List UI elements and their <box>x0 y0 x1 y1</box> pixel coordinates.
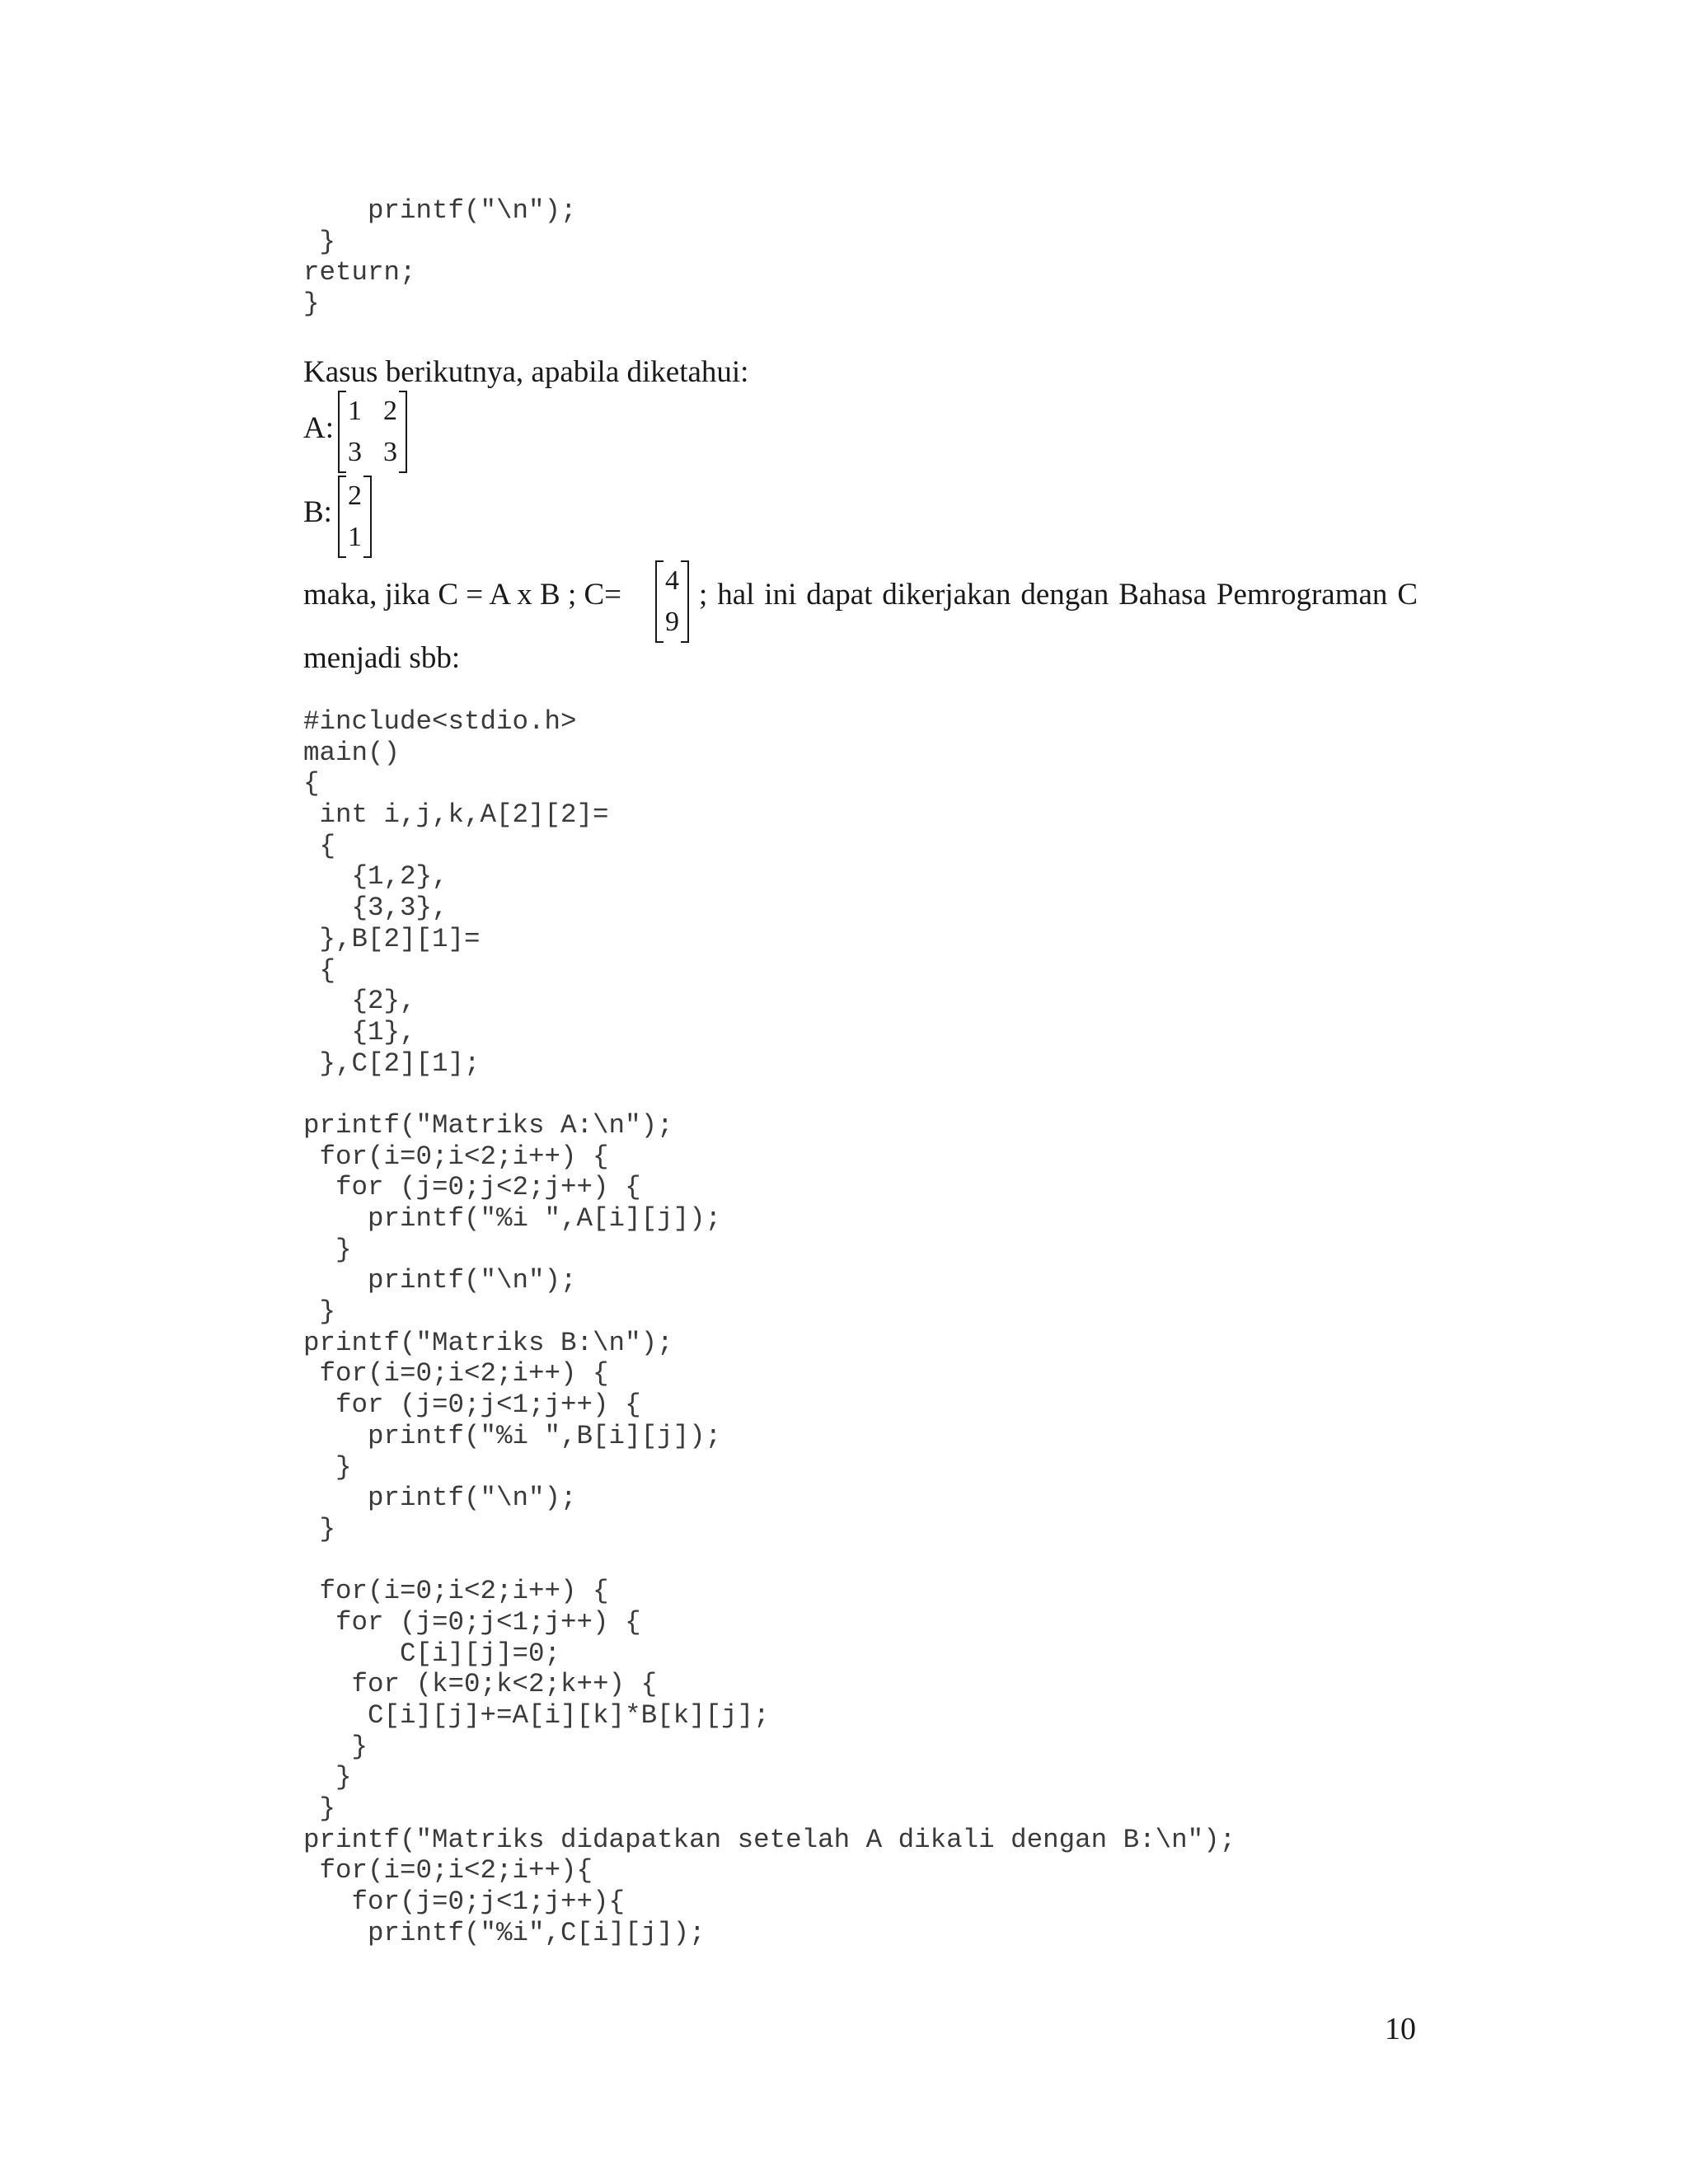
code-line: for (k=0;k<2;k++) { <box>303 1669 658 1700</box>
code-line: {2}, <box>303 986 416 1017</box>
code-line: for(i=0;i<2;i++){ <box>303 1855 593 1886</box>
code-line <box>303 1079 1236 1110</box>
page-number: 10 <box>1385 2012 1416 2046</box>
code-line: return; <box>303 257 416 288</box>
code-block-main <box>303 706 1236 1949</box>
code-line: printf("\n"); <box>303 195 577 226</box>
matrix-a-label: A: <box>303 411 334 445</box>
code-line: {1,2}, <box>303 861 448 893</box>
code-line: } <box>303 1793 336 1825</box>
code-line: C[i][j]=0; <box>303 1638 561 1669</box>
matrix-c-cell: 9 <box>665 607 679 637</box>
code-line: } <box>303 226 336 257</box>
matrix-a <box>338 391 407 473</box>
code-block-top <box>303 195 577 320</box>
code-line: } <box>303 1296 336 1328</box>
matrix-b <box>338 476 372 558</box>
code-line: for(i=0;i<2;i++) { <box>303 1141 609 1172</box>
code-line: printf("Matriks didapatkan setelah A dikali dengan B:\n"); <box>303 1824 1236 1855</box>
code-line: #include<stdio.h> <box>303 706 577 737</box>
code-line: for (j=0;j<1;j++) { <box>303 1390 641 1421</box>
matrix-a-cell: 3 <box>348 437 362 467</box>
code-line: {3,3}, <box>303 893 448 924</box>
code-line: } <box>303 1513 336 1544</box>
code-line: main() <box>303 737 401 768</box>
matrix-c-cell: 4 <box>665 565 679 596</box>
matrix-a-cell: 2 <box>383 396 397 426</box>
code-line: for(i=0;i<2;i++) { <box>303 1576 609 1607</box>
code-line: for (j=0;j<2;j++) { <box>303 1172 641 1203</box>
continuation-text: menjadi sbb: <box>303 641 461 675</box>
code-line: C[i][j]+=A[i][k]*B[k][j]; <box>303 1700 770 1731</box>
code-line: } <box>303 1731 368 1762</box>
intro-paragraph: Kasus berikutnya, apabila diketahui: <box>303 355 749 389</box>
matrix-b-cell: 1 <box>348 522 362 552</box>
code-line: } <box>303 1234 352 1265</box>
matrix-b-cell: 2 <box>348 480 362 511</box>
code-line: } <box>303 288 320 320</box>
code-line: printf("%i ",B[i][j]); <box>303 1420 722 1451</box>
result-suffix-text: ; hal ini dapat dikerjakan dengan Bahasa Pemrograman C <box>699 578 1418 612</box>
code-line: printf("Matriks A:\n"); <box>303 1109 673 1141</box>
result-prefix-text: maka, jika C = A x B ; C= <box>303 578 622 612</box>
code-line: printf("Matriks B:\n"); <box>303 1327 673 1358</box>
code-line: { <box>303 954 336 986</box>
matrix-a-cell: 3 <box>383 437 397 467</box>
code-line: },B[2][1]= <box>303 923 481 954</box>
code-line: printf("%i ",A[i][j]); <box>303 1203 722 1234</box>
matrix-b-label: B: <box>303 495 332 529</box>
result-paragraph <box>303 560 1418 643</box>
code-line: for(i=0;i<2;i++) { <box>303 1358 609 1390</box>
code-line: for (j=0;j<1;j++) { <box>303 1606 641 1638</box>
matrix-a-cell: 1 <box>348 396 362 426</box>
code-line <box>303 1545 1236 1577</box>
code-line: {1}, <box>303 1016 416 1047</box>
code-line: },C[2][1]; <box>303 1047 481 1079</box>
code-line: } <box>303 1762 352 1793</box>
code-line: { <box>303 830 336 861</box>
code-line: for(j=0;j<1;j++){ <box>303 1886 626 1918</box>
code-line: printf("\n"); <box>303 1483 577 1514</box>
code-line: printf("\n"); <box>303 1265 577 1296</box>
code-line: int i,j,k,A[2][2]= <box>303 799 609 831</box>
code-line: { <box>303 768 320 799</box>
matrix-c <box>655 560 689 643</box>
code-line: } <box>303 1451 352 1483</box>
code-line: printf("%i",C[i][j]); <box>303 1917 706 1948</box>
